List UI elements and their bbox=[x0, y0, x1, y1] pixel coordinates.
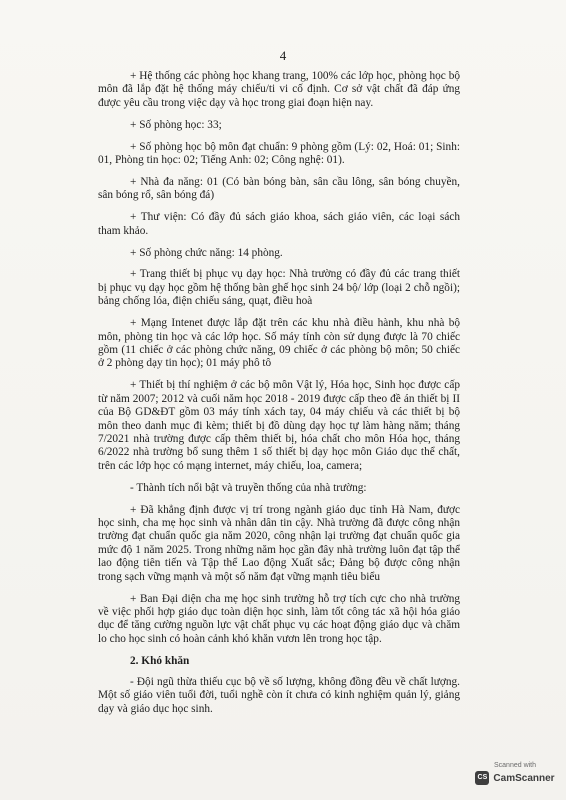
paragraph-internet-computers: + Mạng Intenet được lắp đặt trên các khu nhà điều hành, khu nhà bộ môn, phòng tin học và các lớp học. Số máy tính còn sử dụng được là 70 chiếc gồm (11 chiếc ở các phòng chức năng, 09 chiếc ở các phòng bộ môn; 50 chiếc ở 2 phòng dạy tin học); 01 máy phô tô bbox=[98, 317, 460, 370]
scanned-with-label: Scanned with bbox=[493, 762, 537, 769]
paragraph-function-rooms: + Số phòng chức năng: 14 phòng. bbox=[130, 246, 283, 259]
paragraph-subject-rooms: + Số phòng học bộ môn đạt chuẩn: 9 phòng gồm (Lý: 02, Hoá: 01; Sinh: 01, Phòng tin học: 02; Tiếng Anh: 02; Công nghệ: 01). bbox=[98, 140, 460, 167]
camscanner-label: CamScanner bbox=[493, 772, 555, 784]
camscanner-brand-row bbox=[472, 771, 558, 785]
paragraph-multipurpose-hall: + Nhà đa năng: 01 (Có bàn bóng bàn, sân cầu lông, sân bóng chuyền, sân bóng rổ, sân bóng đá) bbox=[98, 175, 460, 202]
camscanner-icon: CS bbox=[475, 771, 489, 785]
section-heading-difficulties: 2. Khó khăn bbox=[130, 654, 190, 667]
paragraph-library: + Thư viện: Có đầy đủ sách giáo khoa, sách giáo viên, các loại sách tham khảo. bbox=[98, 211, 460, 237]
camscanner-watermark bbox=[472, 762, 558, 792]
paragraph-achievements-intro: - Thành tích nổi bật và truyền thống của nhà trường: bbox=[130, 481, 367, 494]
paragraph-reputation: + Đã khẳng định được vị trí trong ngành giáo dục tỉnh Hà Nam, được học sinh, cha mẹ học sinh và nhân dân tin cậy. Nhà trường đã được công nhận trường đạt chuẩn quốc gia năm 2020, công nhận lại trường đạt chuẩn quốc gia mức độ 1 năm 2025. Trong những năm học gần đây nhà trường luôn đạt tập thể lao động tiên tiến và Tập thể Lao động Xuất sắc; Đảng bộ được công nhận trong sạch vững mạnh và một số năm đạt vững mạnh tiêu biểu bbox=[98, 503, 460, 583]
paragraph-parent-association: + Ban Đại diện cha mẹ học sinh trường hỗ trợ tích cực cho nhà trường về việc phối hợp giáo dục toàn diện học sinh, làm tốt công tác xã hội hóa giáo dục để tăng cường nguồn lực vật chất phục vụ các hoạt động giáo dục và chăm lo cho học sinh có hoàn cảnh khó khăn vươn lên trong học tập. bbox=[98, 592, 460, 645]
paragraph-staff-difficulties: - Đội ngũ thừa thiếu cục bộ về số lượng, không đồng đều về chất lượng. Một số giáo viên tuổi đời, tuổi nghề còn ít chưa có kinh nghiệm quản lý, giảng dạy và giáo dục học sinh. bbox=[98, 676, 460, 715]
page-number: 4 bbox=[279, 48, 287, 63]
paragraph-facilities: + Hệ thống các phòng học khang trang, 100% các lớp học, phòng học bộ môn đã lắp đặt hệ thống máy chiếu/ti vi cố định. Cơ sở vật chất đã đáp ứng được yêu cầu trong việc dạy và học trong giai đoạn hiện nay. bbox=[98, 70, 460, 109]
paragraph-classroom-count: + Số phòng học: 33; bbox=[130, 118, 222, 131]
document-body bbox=[98, 70, 460, 725]
paragraph-lab-equipment: + Thiết bị thí nghiệm ở các bộ môn Vật lý, Hóa học, Sinh học được cấp từ năm 2007; 2012 và cuối năm học 2018 - 2019 được cấp theo đề án thiết bị II của Bộ GD&ĐT gồm 03 máy tính xách tay, 04 máy chiếu và các thiết bị bộ môn theo danh mục đi kèm; thiết bị đồ dùng dạy học tự làm hàng năm; tháng 7/2021 nhà trường được cấp thêm thiết bị, hóa chất cho môn Hóa học, tháng 6/2022 nhà trường bổ sung thêm 1 số thiết bị dạy học môn Giáo dục thể chất, trên các lớp học có mạng internet, máy chiếu, loa, camera; bbox=[98, 379, 460, 472]
paragraph-teaching-equipment: + Trang thiết bị phục vụ dạy học: Nhà trường có đầy đủ các trang thiết bị phục vụ dạy học gồm hệ thống bàn ghế học sinh 24 bộ/ lớp (loại 2 chỗ ngồi); bảng chống lóa, điện chiếu sáng, quạt, điều hoà bbox=[98, 268, 460, 308]
